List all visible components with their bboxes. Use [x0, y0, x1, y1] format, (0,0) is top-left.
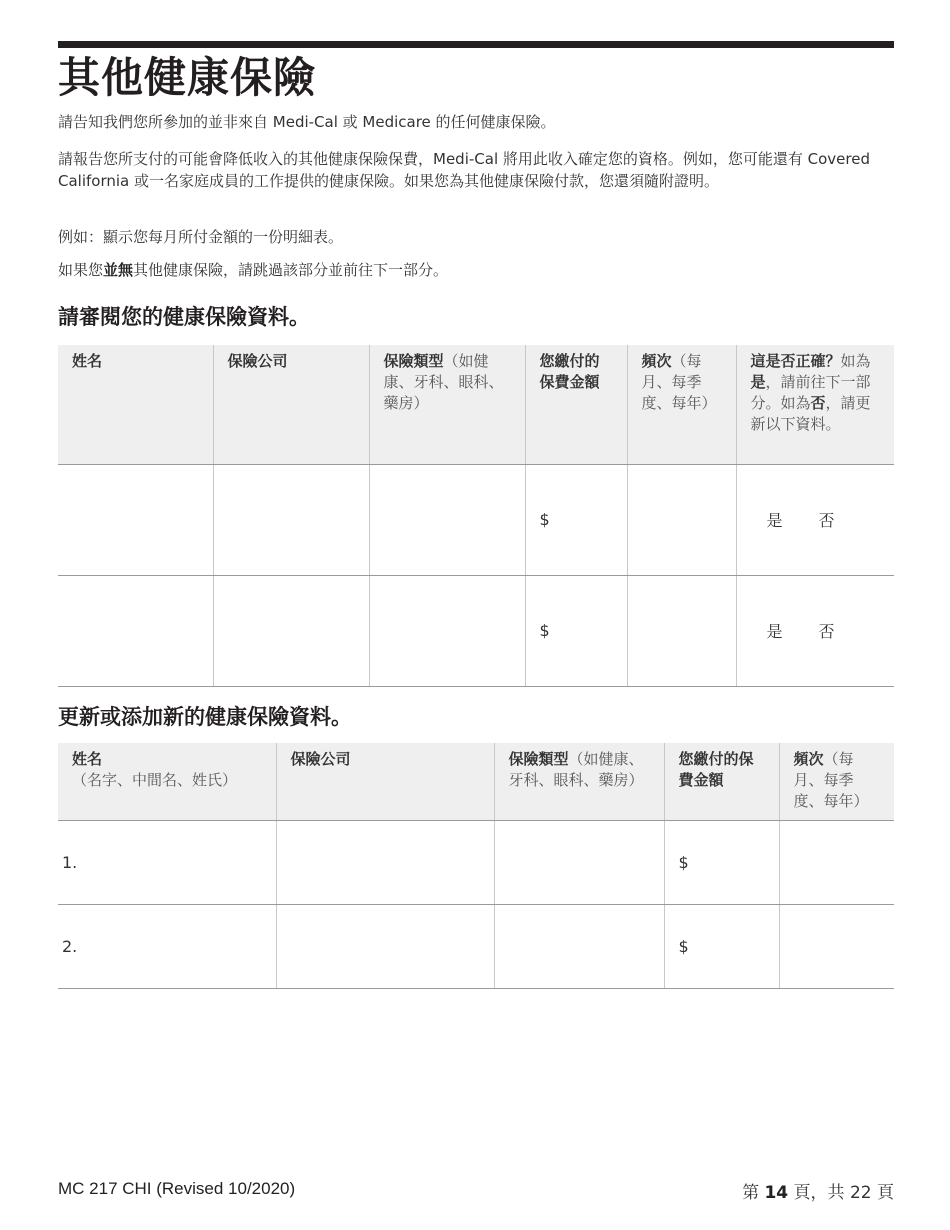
skip-text: 如果您並無其他健康保險，請跳過該部分並前往下一部分。 — [58, 261, 449, 279]
update-table — [58, 743, 894, 989]
update-header-row — [58, 743, 894, 820]
col-frequency: 頻次（每月、每季度、每年） — [779, 743, 894, 820]
yes-option[interactable]: 是 — [766, 511, 783, 530]
company-cell[interactable] — [213, 464, 369, 575]
col-company: 保險公司 — [213, 345, 369, 464]
yes-option[interactable]: 是 — [766, 622, 783, 641]
col-company: 保險公司 — [276, 743, 494, 820]
review-table — [58, 345, 894, 687]
col-type: 保險類型（如健康、牙科、眼科、藥房） — [494, 743, 664, 820]
no-option[interactable]: 否 — [818, 511, 835, 530]
dollar-sign: $ — [678, 852, 689, 872]
update-heading: 更新或添加新的健康保險資料。 — [58, 705, 352, 729]
type-cell[interactable] — [369, 575, 525, 686]
name-cell[interactable] — [58, 820, 276, 904]
company-cell[interactable] — [213, 575, 369, 686]
col-premium: 您繳付的保費金額 — [525, 345, 627, 464]
correct-cell — [736, 464, 894, 575]
col-premium: 您繳付的保費金額 — [664, 743, 779, 820]
premium-cell[interactable] — [525, 464, 627, 575]
type-cell[interactable] — [369, 464, 525, 575]
review-header-row — [58, 345, 894, 464]
row-number: 1. — [62, 852, 78, 872]
table-row — [58, 820, 894, 904]
frequency-cell[interactable] — [779, 904, 894, 988]
dollar-sign: $ — [678, 936, 689, 956]
dollar-sign: $ — [539, 510, 550, 529]
dollar-sign: $ — [539, 621, 550, 640]
col-name: 姓名 — [58, 345, 213, 464]
table-row — [58, 575, 894, 686]
frequency-cell[interactable] — [779, 820, 894, 904]
name-cell[interactable] — [58, 464, 213, 575]
col-type: 保險類型（如健康、牙科、眼科、藥房） — [369, 345, 525, 464]
table-row — [58, 464, 894, 575]
table-row — [58, 904, 894, 988]
premium-cell[interactable] — [664, 820, 779, 904]
company-cell[interactable] — [276, 820, 494, 904]
premium-cell[interactable] — [664, 904, 779, 988]
name-cell[interactable] — [58, 904, 276, 988]
col-name: 姓名（名字、中間名、姓氏） — [58, 743, 276, 820]
col-frequency: 頻次（每月、每季度、每年） — [627, 345, 736, 464]
type-cell[interactable] — [494, 904, 664, 988]
premium-cell[interactable] — [525, 575, 627, 686]
correct-cell — [736, 575, 894, 686]
col-correct: 這是否正確？如為是，請前往下一部分。如為否，請更新以下資料。 — [736, 345, 894, 464]
row-number: 2. — [62, 936, 78, 956]
page-title: 其他健康保險 — [58, 53, 317, 102]
form-id: MC 217 CHI (Revised 10/2020) — [58, 1179, 296, 1198]
example-text: 例如：顯示您每月所付金額的一份明細表。 — [58, 228, 344, 246]
frequency-cell[interactable] — [627, 575, 736, 686]
name-cell[interactable] — [58, 575, 213, 686]
intro-text: 請告知我們您所參加的並非來自 Medi-Cal 或 Medicare 的任何健康保險。 — [58, 113, 556, 131]
type-cell[interactable] — [494, 820, 664, 904]
frequency-cell[interactable] — [627, 464, 736, 575]
no-option[interactable]: 否 — [818, 622, 835, 641]
top-rule — [58, 41, 894, 48]
company-cell[interactable] — [276, 904, 494, 988]
page-number: 第 14 頁，共 22 頁 — [742, 1183, 894, 1203]
report-text: 請報告您所支付的可能會降低收入的其他健康保險保費，Medi-Cal 將用此收入確定您的資格。例如，您可能還有 Covered California 或一名家庭成員的工作提供的健康保險。如果您為其他健康保險付款，您還須隨附證明。 — [58, 150, 870, 190]
review-heading: 請審閱您的健康保險資料。 — [58, 305, 310, 329]
